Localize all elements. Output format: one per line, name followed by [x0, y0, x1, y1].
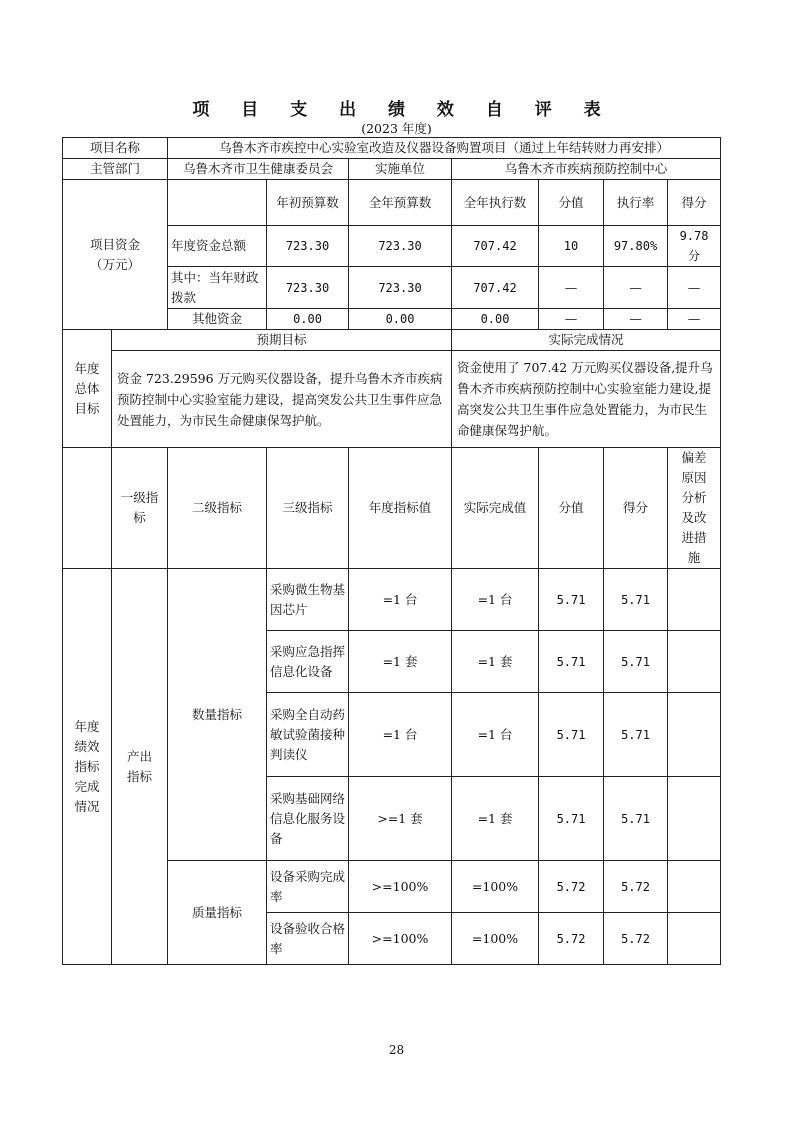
funds-cell: 723.30	[349, 267, 452, 309]
actual-value: =1 套	[452, 777, 539, 861]
dept-label: 主管部门	[63, 159, 168, 180]
deviation-note	[668, 913, 721, 965]
level1-indicator: 产出指标	[112, 569, 168, 965]
actual-value: =1 台	[452, 693, 539, 777]
funds-header: 全年执行数	[452, 180, 539, 226]
score: 5.72	[604, 913, 668, 965]
funds-cell: —	[539, 267, 604, 309]
funds-cell: 0.00	[349, 309, 452, 330]
funds-cell: 707.42	[452, 267, 539, 309]
target-value: =1 台	[349, 569, 452, 631]
level3-indicator: 采购全自动药敏试验菌接种判读仪	[267, 693, 349, 777]
level3-indicator: 采购基础网络信息化服务设备	[267, 777, 349, 861]
project-name-row	[63, 138, 721, 159]
funds-cell: 723.30	[349, 226, 452, 267]
indicator-header: 分值	[539, 448, 604, 569]
indicator-header: 三级指标	[267, 448, 349, 569]
score: 5.71	[604, 693, 668, 777]
impl-label: 实施单位	[349, 159, 452, 180]
goals-header-row	[63, 330, 721, 351]
funds-cell: 9.78 分	[668, 226, 721, 267]
indicator-header-blank	[63, 448, 112, 569]
indicator-section-label: 年度绩效指标完成情况	[63, 569, 112, 965]
page-subtitle: (2023 年度)	[361, 121, 432, 136]
expected-goal-header: 预期目标	[112, 330, 452, 351]
funds-row-label: 其他资金	[168, 309, 267, 330]
indicator-header: 二级指标	[168, 448, 267, 569]
funds-cell: 97.80%	[604, 226, 668, 267]
score-value: 5.71	[539, 569, 604, 631]
page-number: 28	[388, 1043, 405, 1057]
goals-content-row	[63, 351, 721, 448]
funds-header-blank	[168, 180, 267, 226]
score: 5.72	[604, 861, 668, 913]
funds-header-row	[63, 180, 721, 226]
indicator-header: 偏差原因分析及改进措施	[668, 448, 721, 569]
level2-indicator: 质量指标	[168, 861, 267, 965]
deviation-note	[668, 569, 721, 631]
funds-cell: —	[668, 267, 721, 309]
impl-value: 乌鲁木齐市疾病预防控制中心	[452, 159, 721, 180]
deviation-note	[668, 777, 721, 861]
level3-indicator: 采购应急指挥信息化设备	[267, 631, 349, 693]
indicator-header-row	[63, 448, 721, 569]
target-value: =1 台	[349, 693, 452, 777]
score: 5.71	[604, 569, 668, 631]
level3-indicator: 设备采购完成率	[267, 861, 349, 913]
funds-label: 项目资金 （万元）	[63, 180, 168, 330]
funds-cell: 10	[539, 226, 604, 267]
funds-cell: 0.00	[452, 309, 539, 330]
funds-cell: 707.42	[452, 226, 539, 267]
funds-cell: —	[668, 309, 721, 330]
funds-cell: —	[604, 309, 668, 330]
deviation-note	[668, 693, 721, 777]
indicator-row	[63, 569, 721, 631]
funds-header: 年初预算数	[267, 180, 349, 226]
indicator-header: 一级指标	[112, 448, 168, 569]
deviation-note	[668, 631, 721, 693]
funds-row-label: 年度资金总额	[168, 226, 267, 267]
indicator-header: 年度指标值	[349, 448, 452, 569]
funds-row-label: 其中：当年财政拨款	[168, 267, 267, 309]
target-value: >=1 套	[349, 777, 452, 861]
score-value: 5.72	[539, 913, 604, 965]
page-title: 项 目 支 出 绩 效 自 评 表	[192, 100, 614, 120]
actual-value: =1 台	[452, 569, 539, 631]
funds-header: 全年预算数	[349, 180, 452, 226]
funds-header: 得分	[668, 180, 721, 226]
actual-value: =100%	[452, 913, 539, 965]
level3-indicator: 设备验收合格率	[267, 913, 349, 965]
actual-value: =100%	[452, 861, 539, 913]
indicator-header: 得分	[604, 448, 668, 569]
dept-value: 乌鲁木齐市卫生健康委员会	[168, 159, 349, 180]
score-value: 5.71	[539, 777, 604, 861]
funds-header: 分值	[539, 180, 604, 226]
score-value: 5.72	[539, 861, 604, 913]
target-value: >=100%	[349, 861, 452, 913]
funds-cell: 723.30	[267, 267, 349, 309]
actual-goal-text: 资金使用了 707.42 万元购买仪器设备,提升乌鲁木齐市疾病预防控制中心实验室能力建设,提高突发公共卫生事件应急处置能力，为市民生命健康保驾护航。	[452, 351, 721, 448]
funds-header: 执行率	[604, 180, 668, 226]
expected-goal-text: 资金 723.29596 万元购买仪器设备，提升乌鲁木齐市疾病预防控制中心实验室能力建设，提高突发公共卫生事件应急处置能力，为市民生命健康保驾护航。	[112, 351, 452, 448]
actual-value: =1 套	[452, 631, 539, 693]
level2-indicator: 数量指标	[168, 569, 267, 861]
funds-cell: 0.00	[267, 309, 349, 330]
project-name-value: 乌鲁木齐市疾控中心实验室改造及仪器设备购置项目（通过上年结转财力再安排）	[168, 138, 721, 159]
score-value: 5.71	[539, 631, 604, 693]
target-value: =1 套	[349, 631, 452, 693]
target-value: >=100%	[349, 913, 452, 965]
funds-cell: —	[539, 309, 604, 330]
score-value: 5.71	[539, 693, 604, 777]
score: 5.71	[604, 777, 668, 861]
goals-label: 年度总体目标	[63, 330, 112, 448]
actual-goal-header: 实际完成情况	[452, 330, 721, 351]
funds-cell: —	[604, 267, 668, 309]
project-name-label: 项目名称	[63, 138, 168, 159]
indicator-header: 实际完成值	[452, 448, 539, 569]
department-row	[63, 159, 721, 180]
score: 5.71	[604, 631, 668, 693]
funds-cell: 723.30	[267, 226, 349, 267]
level3-indicator: 采购微生物基因芯片	[267, 569, 349, 631]
deviation-note	[668, 861, 721, 913]
performance-table	[62, 137, 721, 965]
